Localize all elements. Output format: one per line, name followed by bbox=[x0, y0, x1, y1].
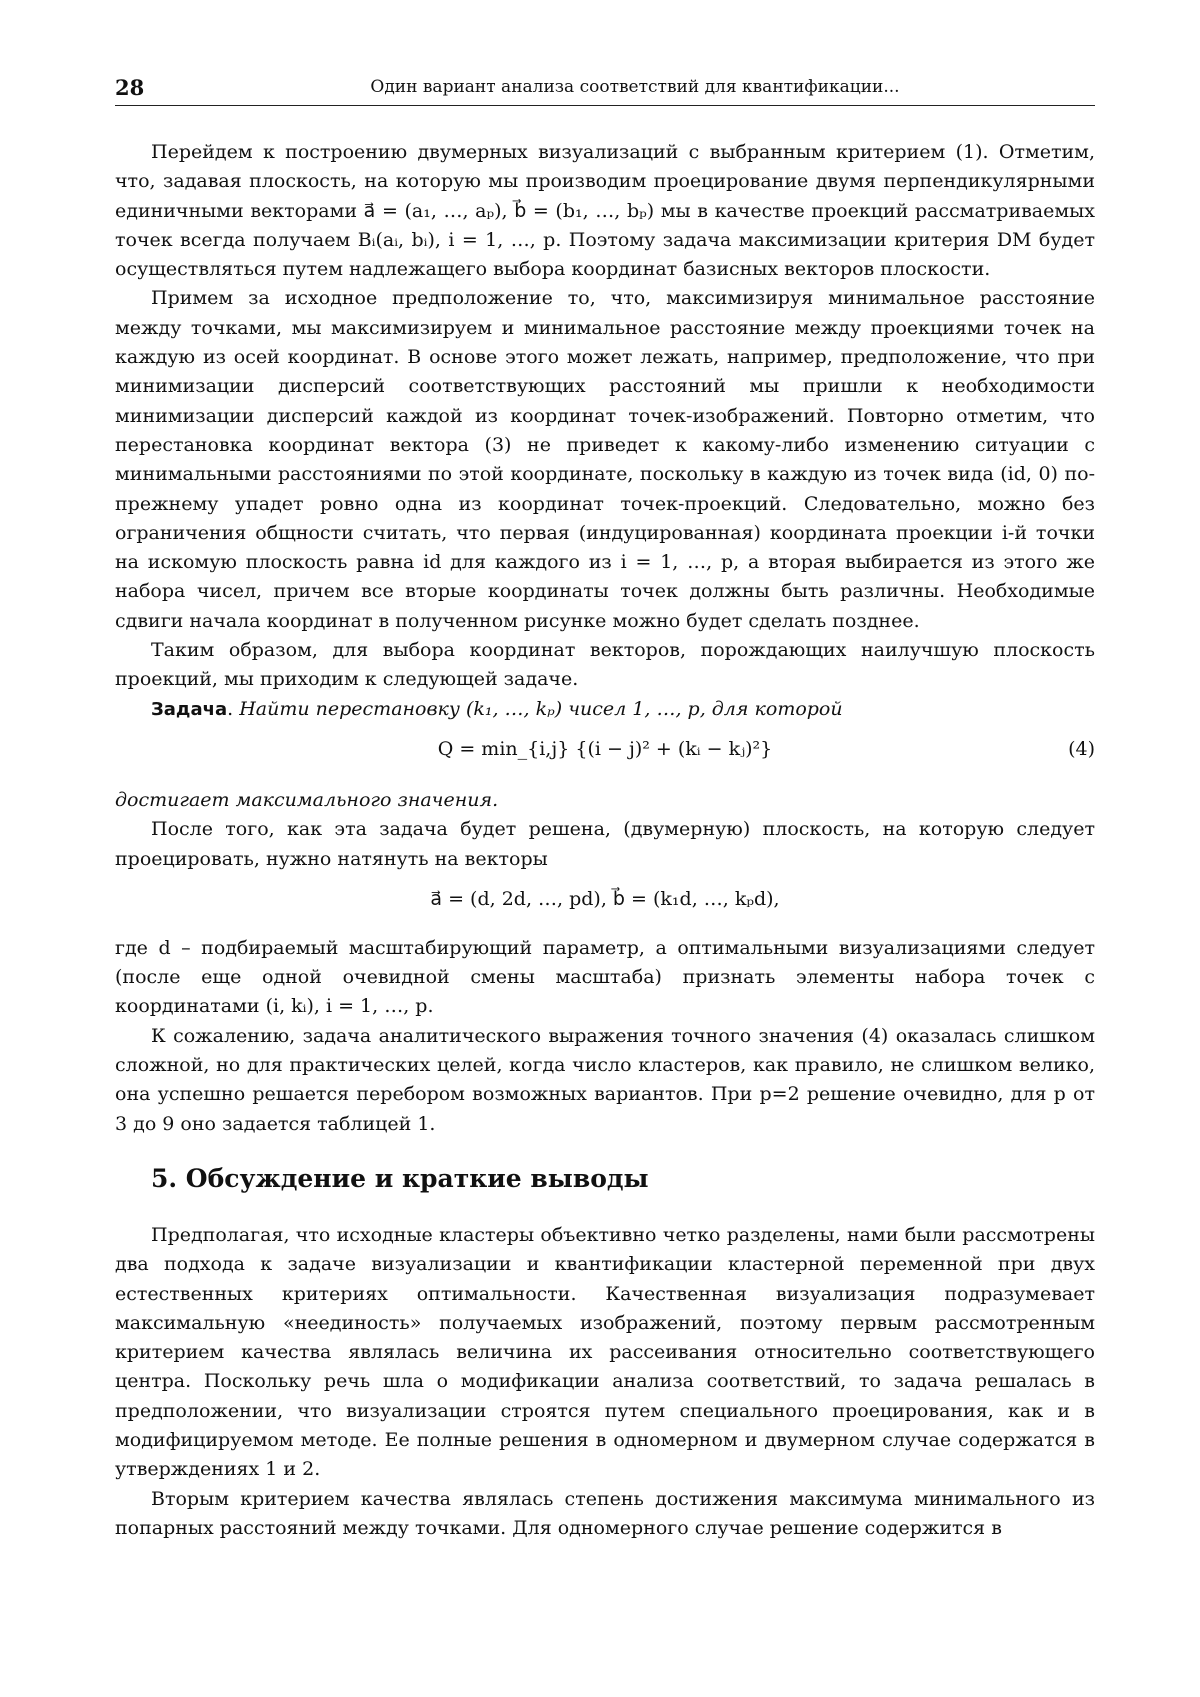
paragraph-7: К сожалению, задача аналитического выражения точного значения (4) оказалась слишком сложной, но для практических целей, когда число кластеров, как правило, не слишком велико, она успешно решается перебором возможных вариантов. При p=2 решение очевидно, для p от 3 до 9 оно задается таблицей 1. bbox=[115, 1024, 1095, 1135]
equation-vectors-formula: a⃗ = (d, 2d, …, pd), b⃗ = (k₁d, …, kₚd), bbox=[430, 887, 780, 910]
section-heading: 5. Обсуждение и краткие выводы bbox=[151, 1163, 649, 1193]
equation-4-formula: Q = min_{i,j} {(i − j)² + (kᵢ − kⱼ)²} bbox=[437, 737, 773, 760]
paragraph-4: достигает максимального значения. bbox=[115, 788, 499, 811]
paragraph-5: После того, как эта задача будет решена, (двумерную) плоскость, на которую следует проецировать, нужно натянуть на векторы bbox=[115, 818, 1095, 870]
page-number: 28 bbox=[115, 75, 145, 100]
equation-4-tag: (4) bbox=[1068, 737, 1095, 760]
body-text bbox=[115, 138, 1095, 1543]
paragraph-3: Таким образом, для выбора координат векторов, порождающих наилучшую плоскость проекций, мы приходим к следующей задаче. bbox=[115, 639, 1095, 691]
equation-4 bbox=[115, 724, 1095, 786]
paragraph-9: Вторым критерием качества являлась степень достижения максимума минимального из попарных расстояний между точками. Для одномерного случае решение содержится в bbox=[115, 1487, 1095, 1539]
task-statement: Задача. Найти перестановку (k₁, …, kₚ) чисел 1, …, p, для которой bbox=[151, 697, 843, 720]
task-label: Задача bbox=[151, 698, 228, 720]
paragraph-6: где d – подбираемый масштабирующий параметр, а оптимальными визуализациями следует (после еще одной очевидной смены масштаба) признать элементы набора точек с координатами (i, kᵢ), i = 1, …, p. bbox=[115, 936, 1095, 1018]
equation-vectors bbox=[115, 874, 1095, 934]
running-title: Один вариант анализа соответствий для квантификации... bbox=[370, 77, 900, 97]
paragraph-2: Примем за исходное предположение то, что, максимизируя минимальное расстояние между точками, мы максимизируем и минимальное расстояние между проекциями точек на каждую из осей координат. В основе этого может лежать, например, предположение, что при минимизации дисперсий соответствующих расстояний мы пришли к необходимости минимизации дисперсий каждой из координат точек-изображений. Повторно отметим, что перестановка координат вектора (3) не приведет к какому-либо изменению ситуации с минимальными расстояниями по этой координате, поскольку в каждую из точек вида (id, 0) по-прежнему упадет ровно одна из координат точек-проекций. Следовательно, можно без ограничения общности считать, что первая (индуцированная) координата проекции i-й точки на искомую плоскость равна id для каждого из i = 1, …, p, а вторая выбирается из этого же набора чисел, причем все вторые координаты точек должны быть различны. Необходимые сдвиги начала координат в полученном рисунке можно будет сделать позднее. bbox=[115, 287, 1095, 632]
paragraph-1: Перейдем к построению двумерных визуализаций с выбранным критерием (1). Отметим, что, задавая плоскость, на которую мы производим проецирование двумя перпендикулярными единичными векторами a⃗ = (a₁, …, aₚ), b⃗ = (b₁, …, bₚ) мы в качестве проекций рассматриваемых точек всегда получаем Bᵢ(aᵢ, bᵢ), i = 1, …, p. Поэтому задача максимизации критерия DM будет осуществляться путем надлежащего выбора координат базисных векторов плоскости. bbox=[115, 141, 1095, 281]
page-header bbox=[115, 75, 1095, 106]
paragraph-8: Предполагая, что исходные кластеры объективно четко разделены, нами были рассмотрены два подхода к задаче визуализации и квантификации кластерной переменной при двух естественных критериях оптимальности. Качественная визуализация подразумевает максимальную «неединость» получаемых изображений, поэтому первым рассмотренным критерием качества являлась величина их рассеивания относительно соответствующего центра. Поскольку речь шла о модификации анализа соответствий, то задача решалась в предположении, что визуализации строятся путем специального проецирования, как и в модифицируемом методе. Ее полные решения в одномерном и двумерном случае содержатся в утверждениях 1 и 2. bbox=[115, 1223, 1095, 1481]
task-text: Найти перестановку (k₁, …, kₚ) чисел 1, …, p, для которой bbox=[239, 697, 843, 720]
